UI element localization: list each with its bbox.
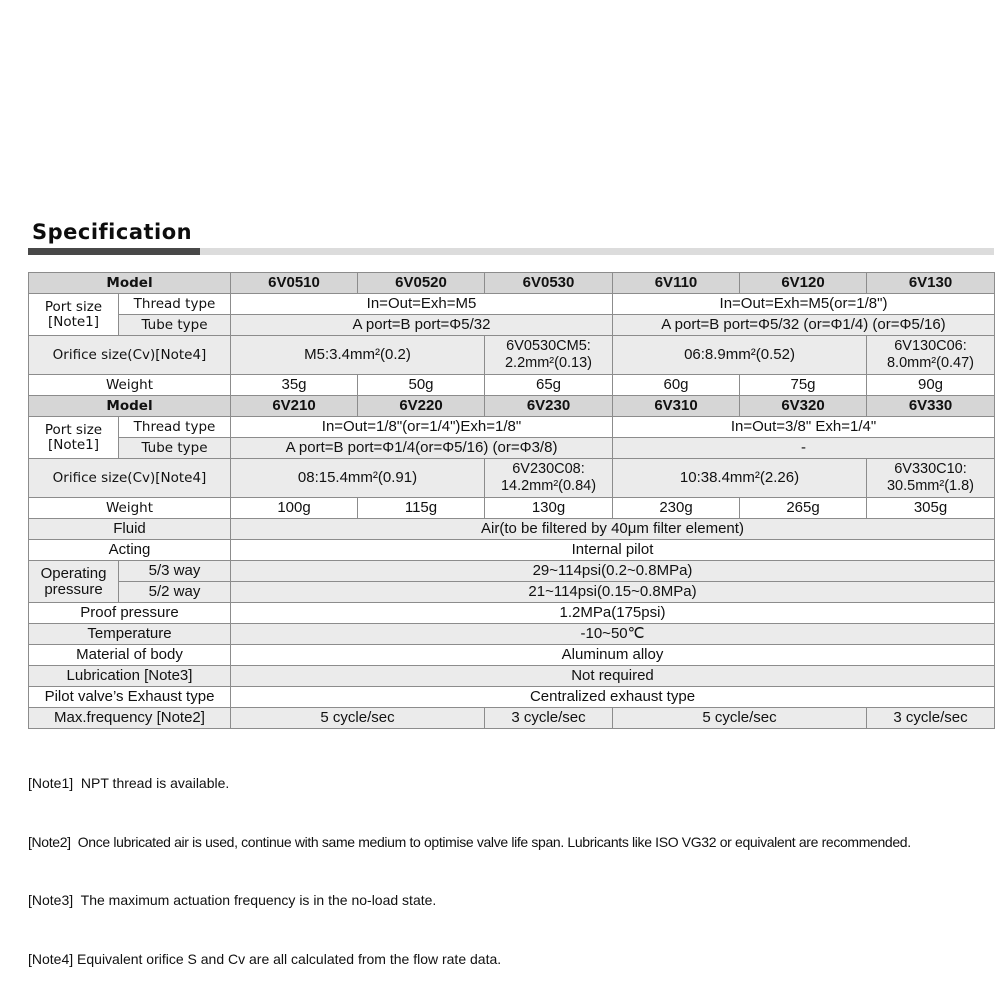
orifice-value [485,336,613,375]
model-cell: 6V330 [867,396,995,417]
orifice-value [485,459,613,498]
max-frequency-value: 3 cycle/sec [867,708,995,729]
orifice-label: Orifice size(Cv)[Note4] [29,459,231,498]
model-cell: 6V310 [613,396,740,417]
material-row [29,645,995,666]
port-size-note-ref: [Note1] [47,436,100,453]
orifice-row-2 [29,459,995,498]
model-cell: 6V0520 [358,273,485,294]
specification-table [28,272,995,729]
orifice-value: 08:15.4mm²(0.91) [231,459,485,498]
model-cell: 6V0510 [231,273,358,294]
thread-type-value: In=Out=Exh=M5 [231,294,613,315]
fluid-row [29,519,995,540]
tube-type-value: A port=B port=Φ5/32 [231,315,613,336]
operating-pressure-label [29,561,119,603]
orifice-value: M5:3.4mm²(0.2) [231,336,485,375]
note-line: [Note1] NPT thread is available. [28,775,230,791]
pilot-exhaust-row [29,687,995,708]
material-value: Aluminum alloy [231,645,995,666]
model-row-1 [29,273,995,294]
max-frequency-value: 3 cycle/sec [485,708,613,729]
tube-type-label: Tube type [119,438,231,459]
model-cell: 6V230 [485,396,613,417]
specification-section [28,220,994,1008]
max-frequency-value: 5 cycle/sec [231,708,485,729]
max-frequency-row [29,708,995,729]
material-label: Material of body [29,645,231,666]
thread-type-value: In=Out=3/8" Exh=1/4" [613,417,995,438]
operating-pressure-label-line2: pressure [44,580,103,598]
orifice-value-line1: 6V330C10: [894,461,967,478]
port-size-label-line1: Port size [44,422,103,439]
way-52-label: 5/2 way [119,582,231,603]
orifice-value-line1: 6V0530CM5: [506,338,591,355]
tube-type-value: - [613,438,995,459]
orifice-value [867,336,995,375]
orifice-value-line2: 30.5mm²(1.8) [886,478,975,494]
model-cell: 6V130 [867,273,995,294]
fluid-value: Air(to be filtered by 40μm filter element) [231,519,995,540]
weight-label: Weight [29,498,231,519]
model-cell: 6V110 [613,273,740,294]
model-label: Model [29,396,231,417]
lubrication-label: Lubrication [Note3] [29,666,231,687]
footnotes [28,735,994,1008]
orifice-value-line2: 2.2mm²(0.13) [504,355,593,371]
tube-type-value: A port=B port=Φ5/32 (or=Φ1/4) (or=Φ5/16) [613,315,995,336]
page-title: Specification [32,220,193,244]
weight-cell: 65g [485,375,613,396]
title-underline-dark-bar [28,248,200,255]
thread-type-label: Thread type [119,294,231,315]
orifice-value-line2: 8.0mm²(0.47) [886,355,975,371]
weight-cell: 115g [358,498,485,519]
weight-row-1 [29,375,995,396]
model-row-2 [29,396,995,417]
way-53-value: 29~114psi(0.2~0.8MPa) [231,561,995,582]
title-underline [28,248,994,255]
orifice-value-line1: 6V130C06: [894,338,967,355]
port-size-label [29,417,119,459]
operating-pressure-row-53 [29,561,995,582]
orifice-value: 06:8.9mm²(0.52) [613,336,867,375]
temperature-label: Temperature [29,624,231,645]
note-line: [Note3] The maximum actuation frequency is in the no-load state. [28,892,437,908]
weight-cell: 130g [485,498,613,519]
thread-type-label: Thread type [119,417,231,438]
model-cell: 6V120 [740,273,867,294]
note-line: [Note2] Once lubricated air is used, continue with same medium to optimise valve life span. Lubricants like ISO VG32 or equivalent are recommended. [28,833,911,850]
thread-type-value: In=Out=Exh=M5(or=1/8") [613,294,995,315]
model-cell: 6V210 [231,396,358,417]
weight-label: Weight [29,375,231,396]
lubrication-value: Not required [231,666,995,687]
proof-pressure-row [29,603,995,624]
proof-pressure-value: 1.2MPa(175psi) [231,603,995,624]
weight-cell: 35g [231,375,358,396]
tube-type-label: Tube type [119,315,231,336]
acting-value: Internal pilot [231,540,995,561]
operating-pressure-label-line1: Operating [40,564,107,582]
orifice-value-line2: 14.2mm²(0.84) [500,478,597,494]
orifice-value [867,459,995,498]
tube-type-row-2 [29,438,995,459]
weight-cell: 230g [613,498,740,519]
acting-label: Acting [29,540,231,561]
fluid-label: Fluid [29,519,231,540]
model-cell: 6V220 [358,396,485,417]
model-cell: 6V0530 [485,273,613,294]
max-frequency-value: 5 cycle/sec [613,708,867,729]
lubrication-row [29,666,995,687]
tube-type-row-1 [29,315,995,336]
thread-type-row-1 [29,294,995,315]
max-frequency-label: Max.frequency [Note2] [29,708,231,729]
port-size-label-line1: Port size [44,299,103,316]
weight-cell: 90g [867,375,995,396]
model-cell: 6V320 [740,396,867,417]
thread-type-row-2 [29,417,995,438]
weight-cell: 305g [867,498,995,519]
weight-cell: 100g [231,498,358,519]
pilot-exhaust-label: Pilot valve’s Exhaust type [29,687,231,708]
temperature-value: -10~50℃ [231,624,995,645]
orifice-value: 10:38.4mm²(2.26) [613,459,867,498]
weight-cell: 60g [613,375,740,396]
weight-cell: 265g [740,498,867,519]
weight-cell: 75g [740,375,867,396]
orifice-value-line1: 6V230C08: [512,461,585,478]
orifice-label: Orifice size(Cv)[Note4] [29,336,231,375]
port-size-label [29,294,119,336]
proof-pressure-label: Proof pressure [29,603,231,624]
note-line: [Note4] Equivalent orifice S and Cv are all calculated from the flow rate data. [28,950,502,967]
weight-cell: 50g [358,375,485,396]
model-label: Model [29,273,231,294]
operating-pressure-row-52 [29,582,995,603]
way-52-value: 21~114psi(0.15~0.8MPa) [231,582,995,603]
acting-row [29,540,995,561]
weight-row-2 [29,498,995,519]
pilot-exhaust-value: Centralized exhaust type [231,687,995,708]
port-size-note-ref: [Note1] [47,313,100,330]
tube-type-value: A port=B port=Φ1/4(or=Φ5/16) (or=Φ3/8) [231,438,613,459]
orifice-row-1 [29,336,995,375]
way-53-label: 5/3 way [119,561,231,582]
temperature-row [29,624,995,645]
thread-type-value: In=Out=1/8"(or=1/4")Exh=1/8" [231,417,613,438]
